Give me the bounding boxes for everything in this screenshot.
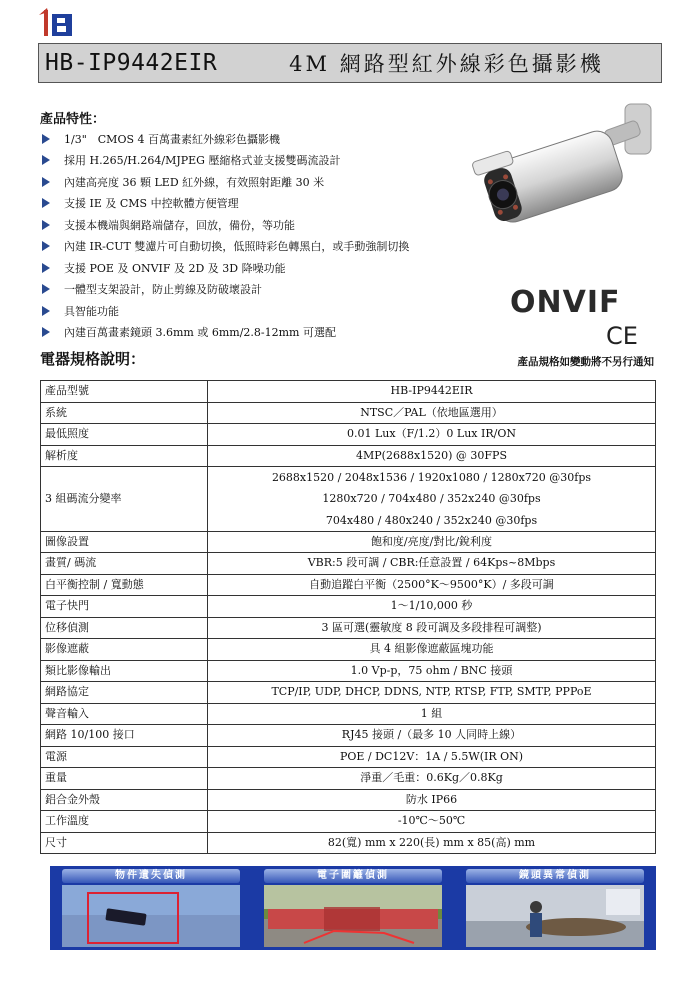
spec-value: 飽和度/亮度/對比/銳利度 bbox=[208, 531, 656, 553]
spec-row bbox=[41, 639, 656, 661]
panel-caption: 電子圍籬偵測 bbox=[264, 869, 442, 883]
banner-panel-fence bbox=[264, 869, 442, 947]
spec-row bbox=[41, 660, 656, 682]
spec-label: 白平衡控制 / 寬動態 bbox=[41, 574, 208, 596]
spec-value: 淨重／毛重：0.6Kg／0.8Kg bbox=[208, 768, 656, 790]
feature-banner bbox=[50, 866, 656, 950]
feature-text: 採用 H.265/H.264/MJPEG 壓縮格式並支援雙碼流設計 bbox=[64, 154, 341, 168]
feature-item bbox=[40, 322, 409, 344]
spec-value: 3 區可選(靈敏度 8 段可調及多段排程可調整) bbox=[208, 617, 656, 639]
spec-value: 0.01 Lux（F/1.2）0 Lux IR/ON bbox=[208, 424, 656, 446]
spec-label: 網路協定 bbox=[41, 682, 208, 704]
spec-label: 電子快門 bbox=[41, 596, 208, 618]
feature-text: 內建百萬畫素鏡頭 3.6mm 或 6mm/2.8-12mm 可選配 bbox=[64, 326, 336, 340]
spec-value bbox=[208, 467, 656, 532]
spec-value: HB-IP9442EIR bbox=[208, 381, 656, 403]
feature-item bbox=[40, 128, 409, 150]
fence-image bbox=[264, 885, 442, 947]
title-bar bbox=[38, 43, 662, 83]
spec-value-line: 1280x720 / 704x480 / 352x240 @30fps bbox=[322, 492, 541, 506]
spec-label: 尺寸 bbox=[41, 832, 208, 854]
tamper-image bbox=[466, 885, 644, 947]
spec-row bbox=[41, 445, 656, 467]
banner-panel-tamper bbox=[466, 869, 644, 947]
spec-row bbox=[41, 381, 656, 403]
spec-row bbox=[41, 725, 656, 747]
spec-row bbox=[41, 617, 656, 639]
spec-table bbox=[40, 380, 656, 854]
spec-row bbox=[41, 467, 656, 532]
spec-label: 圖像設置 bbox=[41, 531, 208, 553]
bullet-arrow-icon bbox=[42, 220, 50, 230]
spec-value: 具 4 組影像遮蔽區塊功能 bbox=[208, 639, 656, 661]
spec-value: -10℃～50℃ bbox=[208, 811, 656, 833]
feature-item bbox=[40, 193, 409, 215]
spec-label: 工作溫度 bbox=[41, 811, 208, 833]
spec-label: 重量 bbox=[41, 768, 208, 790]
onvif-logo: ONVIF bbox=[510, 285, 621, 320]
spec-value: 4MP(2688x1520) @ 30FPS bbox=[208, 445, 656, 467]
spec-label: 類比影像輸出 bbox=[41, 660, 208, 682]
feature-item bbox=[40, 214, 409, 236]
bullet-camera-image bbox=[470, 96, 670, 236]
spec-value: NTSC／PAL（依地區選用） bbox=[208, 402, 656, 424]
spec-row bbox=[41, 703, 656, 725]
feature-item bbox=[40, 300, 409, 322]
spec-row bbox=[41, 424, 656, 446]
feature-text: 具智能功能 bbox=[64, 304, 119, 318]
spec-value: 防水 IP66 bbox=[208, 789, 656, 811]
bullet-arrow-icon bbox=[42, 263, 50, 273]
features-heading: 產品特性： bbox=[40, 112, 106, 127]
feature-text: 1/3" CMOS 4 百萬畫素紅外線彩色攝影機 bbox=[64, 132, 280, 146]
product-name: 4M 網路型紅外線彩色攝影機 bbox=[289, 52, 604, 76]
spec-value: 1～1/10,000 秒 bbox=[208, 596, 656, 618]
bullet-arrow-icon bbox=[42, 155, 50, 165]
spec-label: 3 組碼流分變率 bbox=[41, 467, 208, 532]
spec-row bbox=[41, 596, 656, 618]
feature-text: 內建高亮度 36 顆 LED 紅外線，有效照射距離 30 米 bbox=[64, 175, 325, 189]
spec-label: 畫質/ 碼流 bbox=[41, 553, 208, 575]
panel-caption: 鏡頭異常偵測 bbox=[466, 869, 644, 883]
banner-panel-object-loss bbox=[62, 869, 240, 947]
bullet-arrow-icon bbox=[42, 327, 50, 337]
feature-text: 支援本機端與網路端儲存，回放，備份，等功能 bbox=[64, 218, 295, 232]
spec-label: 聲音輸入 bbox=[41, 703, 208, 725]
spec-row bbox=[41, 574, 656, 596]
spec-row bbox=[41, 789, 656, 811]
feature-text: 一體型支架設計，防止剪線及防破壞設計 bbox=[64, 283, 262, 297]
spec-label: 最低照度 bbox=[41, 424, 208, 446]
feature-text: 內建 IR-CUT 雙濾片可自動切換，低照時彩色轉黑白，或手動強制切換 bbox=[64, 240, 410, 254]
bullet-arrow-icon bbox=[42, 241, 50, 251]
feature-item bbox=[40, 171, 409, 193]
spec-label: 影像遮蔽 bbox=[41, 639, 208, 661]
ce-mark: CE bbox=[606, 322, 638, 350]
spec-row bbox=[41, 531, 656, 553]
panel-caption: 物件遺失偵測 bbox=[62, 869, 240, 883]
spec-value: 自動追蹤白平衡（2500°K～9500°K）/ 多段可調 bbox=[208, 574, 656, 596]
brand-logo bbox=[38, 6, 74, 38]
spec-label: 位移偵測 bbox=[41, 617, 208, 639]
feature-item bbox=[40, 257, 409, 279]
spec-row bbox=[41, 682, 656, 704]
spec-value-line: 2688x1520 / 2048x1536 / 1920x1080 / 1280x720 @30fps bbox=[271, 471, 592, 484]
feature-text: 支援 IE 及 CMS 中控軟體方便管理 bbox=[64, 197, 239, 211]
spec-value: POE / DC12V：1A / 5.5W(IR ON) bbox=[208, 746, 656, 768]
object-loss-image bbox=[62, 885, 240, 947]
feature-list bbox=[40, 128, 409, 343]
spec-label: 鋁合金外殼 bbox=[41, 789, 208, 811]
spec-label: 解析度 bbox=[41, 445, 208, 467]
bullet-arrow-icon bbox=[42, 198, 50, 208]
spec-value: RJ45 接頭 /（最多 10 人同時上線） bbox=[208, 725, 656, 747]
spec-label: 網路 10/100 接口 bbox=[41, 725, 208, 747]
spec-label: 系統 bbox=[41, 402, 208, 424]
spec-row bbox=[41, 811, 656, 833]
spec-value: TCP/IP, UDP, DHCP, DDNS, NTP, RTSP, FTP, SMTP, PPPoE bbox=[208, 682, 656, 704]
spec-value-line: 704x480 / 480x240 / 352x240 @30fps bbox=[325, 513, 538, 527]
spec-row bbox=[41, 746, 656, 768]
spec-value: 82(寬) mm x 220(長) mm x 85(高) mm bbox=[208, 832, 656, 854]
bullet-arrow-icon bbox=[42, 306, 50, 316]
specs-heading: 電器規格說明： bbox=[40, 350, 146, 368]
spec-row bbox=[41, 768, 656, 790]
spec-value: 1 組 bbox=[208, 703, 656, 725]
spec-row bbox=[41, 553, 656, 575]
bullet-arrow-icon bbox=[42, 284, 50, 294]
spec-row bbox=[41, 402, 656, 424]
spec-change-note: 產品規格如變動將不另行通知 bbox=[517, 356, 654, 368]
feature-item bbox=[40, 150, 409, 172]
bullet-arrow-icon bbox=[42, 177, 50, 187]
spec-value: 1.0 Vp-p，75 ohm / BNC 接頭 bbox=[208, 660, 656, 682]
spec-label: 產品型號 bbox=[41, 381, 208, 403]
bullet-arrow-icon bbox=[42, 134, 50, 144]
model-title: HB-IP9442EIR bbox=[45, 50, 218, 76]
spec-value: VBR:5 段可調 / CBR:任意設置 / 64Kps~8Mbps bbox=[208, 553, 656, 575]
feature-text: 支援 POE 及 ONVIF 及 2D 及 3D 降噪功能 bbox=[64, 261, 286, 275]
feature-item bbox=[40, 236, 409, 258]
spec-row bbox=[41, 832, 656, 854]
feature-item bbox=[40, 279, 409, 301]
spec-label: 電源 bbox=[41, 746, 208, 768]
